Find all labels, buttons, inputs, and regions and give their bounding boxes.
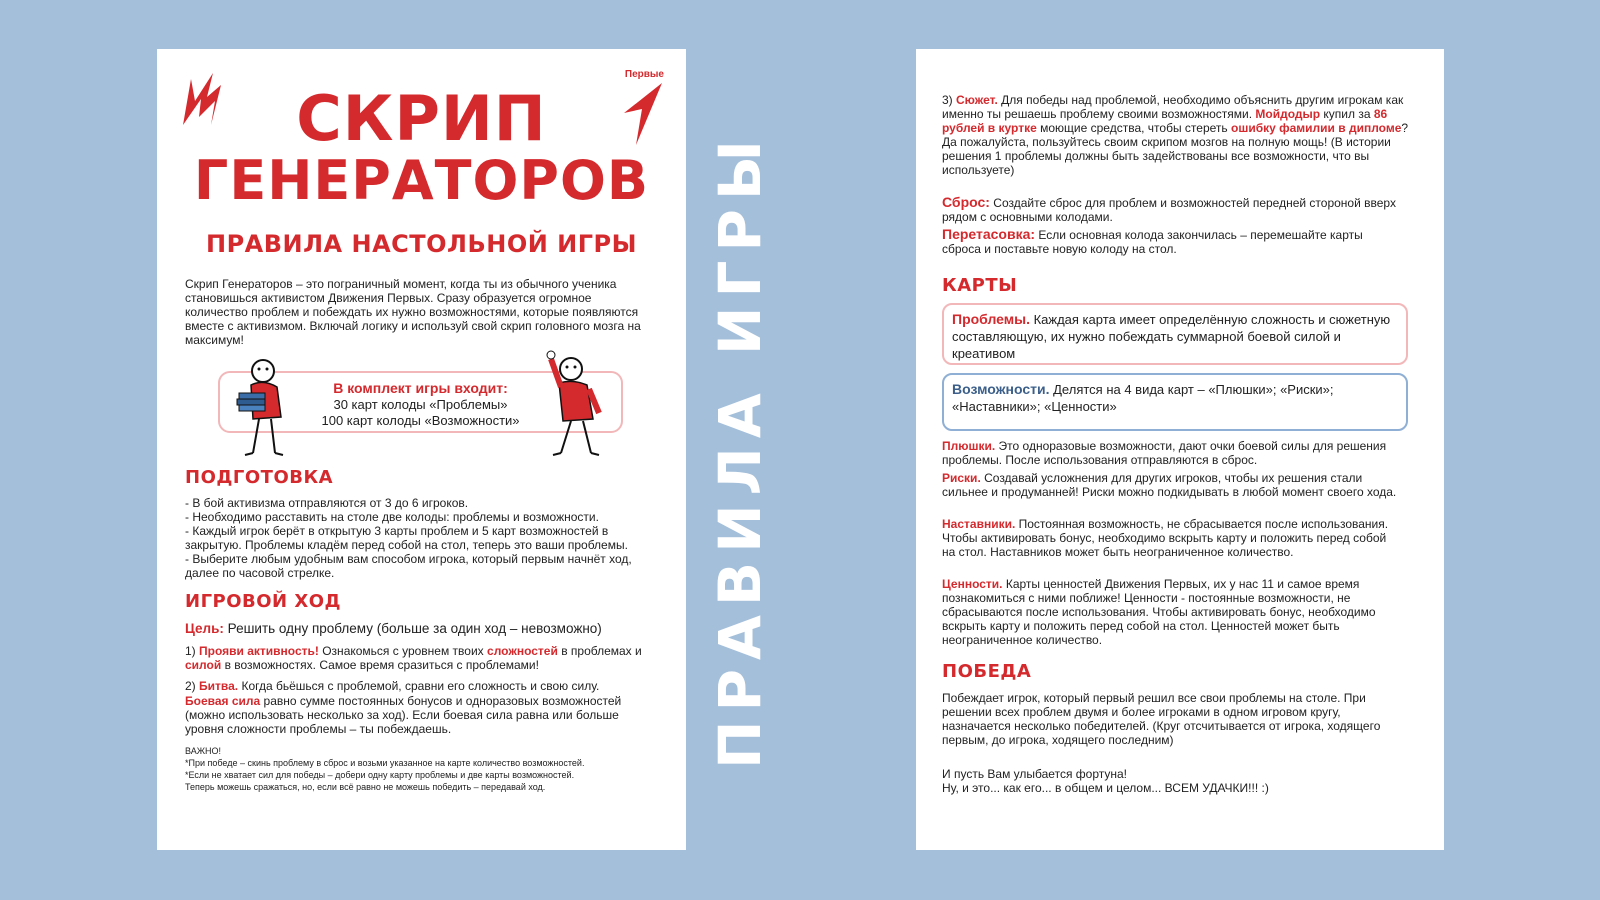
story-text: купил за: [1320, 107, 1374, 121]
cards-heading: КАРТЫ: [942, 275, 1018, 296]
kit-line-problems: 30 карт колоды «Проблемы»: [333, 397, 508, 412]
turn-step-2: [185, 679, 660, 693]
important-note: Теперь можешь сражаться, но, если всё равно не можешь победить – передавай ход.: [185, 782, 546, 792]
problems-label: Проблемы.: [952, 311, 1030, 327]
values-paragraph: [942, 577, 1412, 647]
story-highlight: 86 рублей в куртке: [942, 107, 1388, 135]
risks-text: Создавай усложнения для других игроков, чтобы их решения стали сильнее и продуманней! Риски можно подкидывать в любой момент своего хода.: [942, 471, 1397, 499]
story-text: Для победы над проблемой, необходимо объяснить другим игрокам как именно ты решаешь проблему своими возможностями.: [942, 93, 1404, 121]
buns-text: Это одноразовые возможности, дают очки боевой силы для решения проблемы. После использования отправляются в сброс.: [942, 439, 1387, 467]
discard-paragraph: [942, 195, 1402, 224]
step1-label: Прояви активность!: [199, 644, 319, 658]
step2-text: Когда бьёшься с проблемой, сравни его сложность и свою силу.: [238, 679, 600, 693]
prep-heading: ПОДГОТОВКА: [185, 467, 334, 488]
story-paragraph: [942, 93, 1420, 177]
shuffle-paragraph: [942, 227, 1402, 256]
battle-power-paragraph: [185, 694, 660, 736]
prep-item: - Необходимо расставить на столе две колоды: проблемы и возможности.: [185, 510, 599, 524]
prep-list: [185, 496, 665, 580]
shuffle-text: Если основная колода закончилась – перемешайте карты сброса и поставьте новую колоду на стол.: [942, 228, 1363, 256]
discard-text: Создайте сброс для проблем и возможностей передней стороной вверх рядом с основными колодами.: [942, 196, 1396, 224]
opportunities-box: [942, 373, 1408, 431]
buns-label: Плюшки.: [942, 439, 996, 453]
values-text: Карты ценностей Движения Первых, их у нас 11 и самое время познакомиться с ними поближе! Ценности - постоянные возможности, не сбрасываются после использования. Чтобы активировать бонус, необходимо вскрыть карту и положить перед собой на стол. Ценностей может быть неограниченное количество.: [942, 577, 1376, 647]
step1-highlight: сложностей: [487, 644, 558, 658]
problems-box: [942, 303, 1408, 365]
step1-highlight: силой: [185, 658, 222, 672]
rules-subtitle: ПРАВИЛА НАСТОЛЬНОЙ ИГРЫ: [205, 230, 638, 258]
story-highlight: ошибку фамилии в дипломе: [1230, 121, 1402, 135]
goal-text: Решить одну проблему (больше за один ход – невозможно): [223, 621, 602, 636]
turn-heading: ИГРОВОЙ ХОД: [185, 591, 342, 612]
step1-text: Ознакомься с уровнем твоих: [318, 644, 488, 658]
prep-item: - Каждый игрок берёт в открытую 3 карты проблем и 5 карт возможностей в закрытую. Проблемы кладём перед собой на стол, теперь это ваши проблемы.: [185, 524, 628, 552]
step1-text: в проблемах и: [557, 644, 642, 658]
kit-heading: В комплект игры входит:: [333, 380, 508, 396]
prep-item: - В бой активизма отправляются от 3 до 6 игроков.: [185, 496, 469, 510]
mentors-label: Наставники.: [942, 517, 1016, 531]
story-text: ? Да пожалуйста, пользуйтесь своим скрипом мозгов на полную мощь! (В истории решения 1 проблемы должны быть задействованы все возможности, что вы используете): [942, 121, 1409, 177]
opportunities-label: Возможности.: [952, 381, 1050, 397]
risks-paragraph: [942, 471, 1402, 499]
story-label: Сюжет.: [956, 93, 998, 107]
mentors-text: Постоянная возможность, не сбрасывается после использования. Чтобы активировать бонус, необходимо вскрыть карту и положить перед собой на стол. Наставников может быть неограниченное количество.: [942, 517, 1389, 559]
step-number: 1): [185, 644, 200, 658]
important-notes: [185, 745, 665, 793]
intro-paragraph: Скрип Генераторов – это пограничный момент, когда ты из обычного ученика становишься активистом Движения Первых. Сразу образуется огромное количество проблем и побеждать их нужно возможностями, которые появляются вместе с активизмом. Включай логику и используй свой скрип головного мозга на максимум!: [185, 277, 641, 347]
character-waving-icon: [545, 349, 609, 459]
side-title: ПРАВИЛА ИГРЫ: [706, 130, 774, 770]
step1-text: в возможностях. Самое время сразиться с проблемами!: [221, 658, 539, 672]
battle-power-text: равно сумме постоянных бонусов и одноразовых возможностей (можно использовать несколько за ход). Если боевая сила равна или больше уровня сложности проблемы – ты побеждаешь.: [185, 694, 622, 736]
kit-line-opportunities: 100 карт колоды «Возможности»: [321, 413, 520, 428]
game-title-line2: ГЕНЕРАТОРОВ: [193, 149, 650, 212]
shuffle-label: Перетасовка:: [942, 226, 1036, 242]
step-number: 3): [942, 93, 957, 107]
values-label: Ценности.: [942, 577, 1003, 591]
opportunities-text: Делятся на 4 вида карт – «Плюшки»; «Риски»; «Наставники»; «Ценности»: [952, 382, 1334, 414]
logo-caption: Первые: [624, 69, 664, 80]
character-with-books-icon: [231, 357, 301, 457]
goal-label: Цель:: [185, 621, 224, 636]
farewell-line: Ну, и это... как его... в общем и целом... ВСЕМ УДАЧКИ!!! :): [942, 781, 1269, 795]
risks-label: Риски.: [942, 471, 981, 485]
story-highlight: Мойдодыр: [1255, 107, 1321, 121]
turn-step-1: [185, 644, 660, 672]
game-title-line1: СКРИП: [296, 82, 547, 155]
goal-line: [185, 621, 602, 636]
important-note: *Если не хватает сил для победы – добери одну карту проблемы и две карты возможностей.: [185, 770, 575, 780]
problems-text: Каждая карта имеет определённую сложность и сюжетную составляющую, их нужно побеждать суммарной боевой силой и креативом: [952, 312, 1391, 361]
prep-item: - Выберите любым удобным вам способом игрока, который первым начнёт ход, далее по часовой стрелке.: [185, 552, 632, 580]
battle-power-label: Боевая сила: [185, 694, 261, 708]
step-number: 2): [185, 679, 200, 693]
discard-label: Сброс:: [942, 194, 990, 210]
farewell-line: И пусть Вам улыбается фортуна!: [942, 767, 1127, 781]
rules-page-left: [157, 49, 686, 850]
rules-page-right: [916, 49, 1444, 850]
story-text: моющие средства, чтобы стереть: [1036, 121, 1231, 135]
step2-label: Битва.: [199, 679, 239, 693]
buns-paragraph: [942, 439, 1402, 467]
victory-heading: ПОБЕДА: [942, 661, 1032, 682]
important-note: *При победе – скинь проблему в сброс и возьми указанное на карте количество возможностей.: [185, 758, 585, 768]
mentors-paragraph: [942, 517, 1402, 559]
victory-text: Побеждает игрок, который первый решил все свои проблемы на столе. При решении всех проблем двумя и более игроками в одном игровом кругу, назначается несколько победителей. (Круг отсчитывается от игрока, ходящего первым, до игрока, ходящего последним): [942, 691, 1381, 747]
important-heading: ВАЖНО!: [185, 746, 222, 756]
